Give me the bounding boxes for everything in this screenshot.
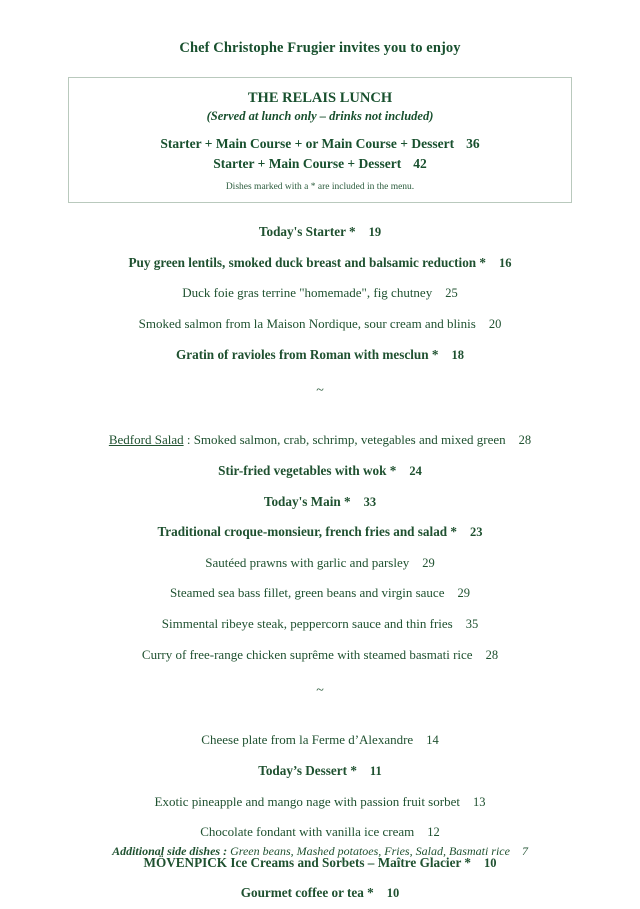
menu-item-price: 24 bbox=[409, 463, 422, 478]
relais-lunch-title: THE RELAIS LUNCH bbox=[247, 90, 393, 106]
menu-item-price: 10 bbox=[386, 886, 400, 901]
relais-formula-label: Starter + Main Course + Dessert bbox=[213, 155, 402, 171]
menu-item-price: 16 bbox=[499, 255, 512, 270]
menu-item-name: Chocolate fondant with vanilla ice cream bbox=[200, 824, 415, 840]
side-dishes-footer bbox=[0, 844, 640, 859]
menu-item bbox=[36, 456, 604, 487]
menu-item-name-emphasis: Bedford Salad bbox=[108, 432, 184, 448]
menu-item-name: Today's Main * bbox=[263, 493, 351, 509]
menu-item-price: 29 bbox=[457, 586, 470, 601]
menu-item-name: Exotic pineapple and mango nage with passion fruit sorbet bbox=[154, 793, 460, 809]
menu-item-price: 20 bbox=[488, 317, 502, 331]
menu-item-name: MÖVENPICK Ice Creams and Sorbets – Maître Glacier * bbox=[143, 854, 471, 870]
menu-item-name: Gratin of ravioles from Roman with mesclun * bbox=[176, 346, 439, 362]
menu-item-price: 10 bbox=[483, 855, 497, 870]
menu-item-name: Curry of free-range chicken suprême with steamed basmati rice bbox=[141, 646, 473, 662]
menu-item-name: Simmental ribeye steak, peppercorn sauce and thin fries bbox=[161, 616, 453, 631]
menu-item-name: Gourmet coffee or tea * bbox=[240, 885, 374, 901]
menu-item-price: 14 bbox=[426, 733, 439, 748]
menu-item bbox=[36, 487, 604, 518]
menu-item bbox=[36, 248, 604, 279]
desserts-section bbox=[36, 725, 604, 909]
section-separator: ~ bbox=[316, 383, 324, 399]
menu-item-price: 11 bbox=[369, 763, 382, 778]
menu-item bbox=[36, 878, 604, 909]
side-dishes-label: Additional side dishes : bbox=[112, 844, 228, 858]
menu-item-price: 25 bbox=[445, 286, 458, 301]
menu-item-name: Duck foie gras terrine "homemade", fig chutney bbox=[182, 285, 433, 301]
menu-item-price: 13 bbox=[472, 794, 486, 809]
starters-section bbox=[36, 217, 604, 370]
chef-intro-line: Chef Christophe Frugier invites you to enjoy bbox=[179, 40, 461, 56]
menu-item-price: 18 bbox=[451, 347, 464, 362]
menu-item-price: 23 bbox=[470, 525, 483, 540]
relais-formula-price: 42 bbox=[413, 155, 427, 171]
menu-item-price: 29 bbox=[422, 555, 435, 570]
menu-item bbox=[36, 725, 604, 756]
menu-item-price: 19 bbox=[368, 225, 382, 240]
menu-item-name: Steamed sea bass fillet, green beans and virgin sauce bbox=[170, 585, 445, 601]
relais-formula-price: 36 bbox=[466, 136, 480, 151]
relais-formula-row bbox=[79, 134, 561, 154]
menu-item bbox=[36, 609, 604, 640]
menu-item bbox=[36, 787, 604, 818]
menu-item-price: 28 bbox=[485, 647, 499, 662]
menu-item bbox=[36, 640, 604, 671]
relais-formula-label: Starter + Main Course + or Main Course + Dessert bbox=[160, 136, 455, 151]
menu-item bbox=[36, 278, 604, 309]
menu-item-name: Smoked salmon from la Maison Nordique, sour cream and blinis bbox=[138, 316, 476, 331]
menu-item-name: Today's Starter * bbox=[258, 224, 356, 240]
menu-item bbox=[36, 217, 604, 248]
menu-item bbox=[36, 548, 604, 579]
menu-item bbox=[36, 340, 604, 371]
menu-item-name: Cheese plate from la Ferme d’Alexandre bbox=[201, 732, 414, 748]
relais-lunch-note: Dishes marked with a * are included in the menu. bbox=[225, 182, 415, 193]
menu-item-name: : Smoked salmon, crab, schrimp, vetegables and mixed green bbox=[183, 432, 506, 448]
menu-item bbox=[36, 578, 604, 609]
menu-item bbox=[36, 309, 604, 340]
menu-item bbox=[36, 756, 604, 787]
mains-section bbox=[36, 425, 604, 670]
menu-item-price: 28 bbox=[518, 433, 532, 448]
menu-item-name: Puy green lentils, smoked duck breast and balsamic reduction * bbox=[128, 254, 487, 270]
menu-item-name: Sautéed prawns with garlic and parsley bbox=[205, 554, 410, 570]
menu-item-name: Today’s Dessert * bbox=[258, 762, 357, 778]
menu-item-price: 33 bbox=[363, 494, 377, 509]
menu-item-price: 35 bbox=[465, 617, 479, 631]
section-separator: ~ bbox=[316, 683, 324, 699]
side-dishes-price: 7 bbox=[521, 844, 528, 858]
side-dishes-text: Green beans, Mashed potatoes, Fries, Salad, Basmati rice bbox=[227, 844, 510, 858]
menu-item-name: Stir-fried vegetables with wok * bbox=[218, 462, 397, 478]
menu-item-name: Traditional croque-monsieur, french fries and salad * bbox=[157, 524, 458, 540]
menu-item-price: 12 bbox=[427, 825, 440, 840]
menu-item bbox=[36, 425, 604, 456]
menu-item bbox=[36, 517, 604, 548]
relais-lunch-box bbox=[68, 77, 572, 203]
relais-lunch-subtitle: (Served at lunch only – drinks not included) bbox=[206, 109, 434, 123]
relais-formula-row bbox=[79, 154, 561, 174]
